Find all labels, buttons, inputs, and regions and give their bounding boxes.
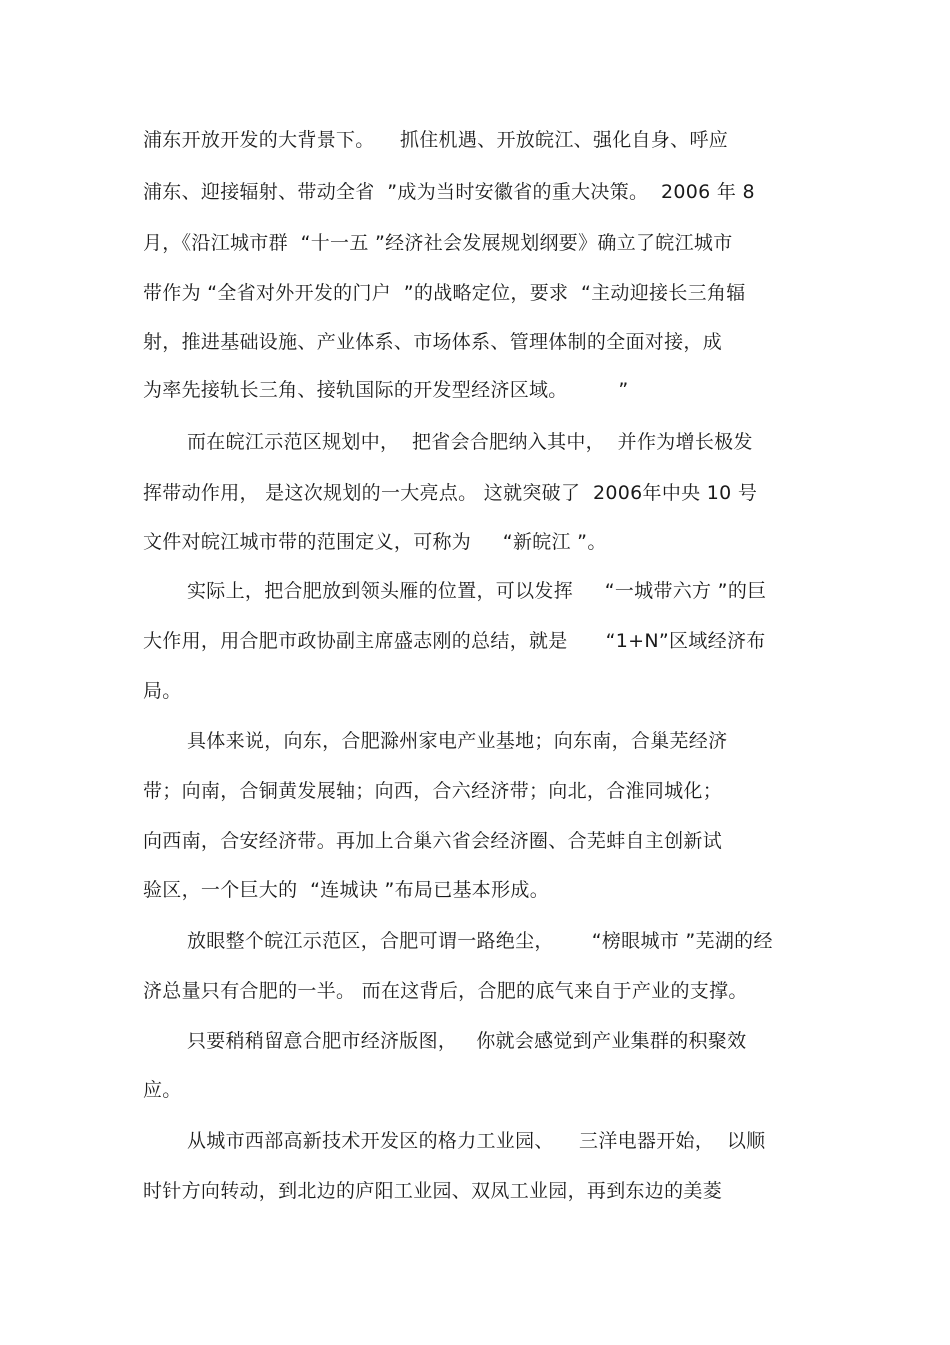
text-line: 大作用，用合肥市政协副主席盛志刚的总结，就是 “1+N”区域经济布 — [143, 630, 766, 652]
text-line: 月，《沿江城市群 “十一五 ”经济社会发展规划纲要》确立了皖江城市 — [143, 232, 733, 254]
text-line: 浦东开放开发的大背景下。 抓住机遇、开放皖江、强化自身、呼应 — [143, 129, 729, 151]
paragraph-first-line: 放眼整个皖江示范区，合肥可谓一路绝尘， “榜眼城市 ”芜湖的经 — [187, 930, 773, 952]
paragraph-first-line: 而在皖江示范区规划中， 把省会合肥纳入其中， 并作为增长极发 — [187, 431, 753, 453]
text-line: 挥带动作用， 是这次规划的一大亮点。 这就突破了 2006年中央 10 号 — [143, 482, 758, 504]
text-line: 浦东、迎接辐射、带动全省 ”成为当时安徽省的重大决策。 2006 年 8 — [143, 181, 755, 203]
text-line: 应。 — [143, 1079, 182, 1101]
paragraph-first-line: 实际上，把合肥放到领头雁的位置，可以发挥 “一城带六方 ”的巨 — [187, 580, 767, 602]
text-line: 时针方向转动，到北边的庐阳工业园、双凤工业园，再到东边的美菱 — [143, 1180, 723, 1202]
text-line: 为率先接轨长三角、接轨国际的开发型经济区域。 ” — [143, 379, 629, 401]
text-line: 带作为 “全省对外开发的门户 ”的战略定位，要求 “主动迎接长三角辐 — [143, 282, 746, 304]
text-line: 带；向南，合铜黄发展轴；向西，合六经济带；向北，合淮同城化； — [143, 780, 723, 802]
text-line: 射，推进基础设施、产业体系、市场体系、管理体制的全面对接，成 — [143, 331, 723, 353]
paragraph-first-line: 从城市西部高新技术开发区的格力工业园、 三洋电器开始， 以顺 — [187, 1130, 766, 1152]
text-line: 济总量只有合肥的一半。 而在这背后，合肥的底气来自于产业的支撑。 — [143, 980, 748, 1002]
paragraph-first-line: 只要稍稍留意合肥市经济版图， 你就会感觉到产业集群的积聚效 — [187, 1030, 747, 1052]
text-line: 向西南，合安经济带。再加上合巢六省会经济圈、合芜蚌自主创新试 — [143, 830, 723, 852]
text-line: 文件对皖江城市带的范围定义，可称为 “新皖江 ”。 — [143, 531, 607, 553]
paragraph-first-line: 具体来说，向东，合肥滁州家电产业基地；向东南，合巢芜经济 — [187, 730, 728, 752]
text-line: 验区，一个巨大的 “连城诀 ”布局已基本形成。 — [143, 879, 550, 901]
text-line: 局。 — [143, 680, 182, 702]
